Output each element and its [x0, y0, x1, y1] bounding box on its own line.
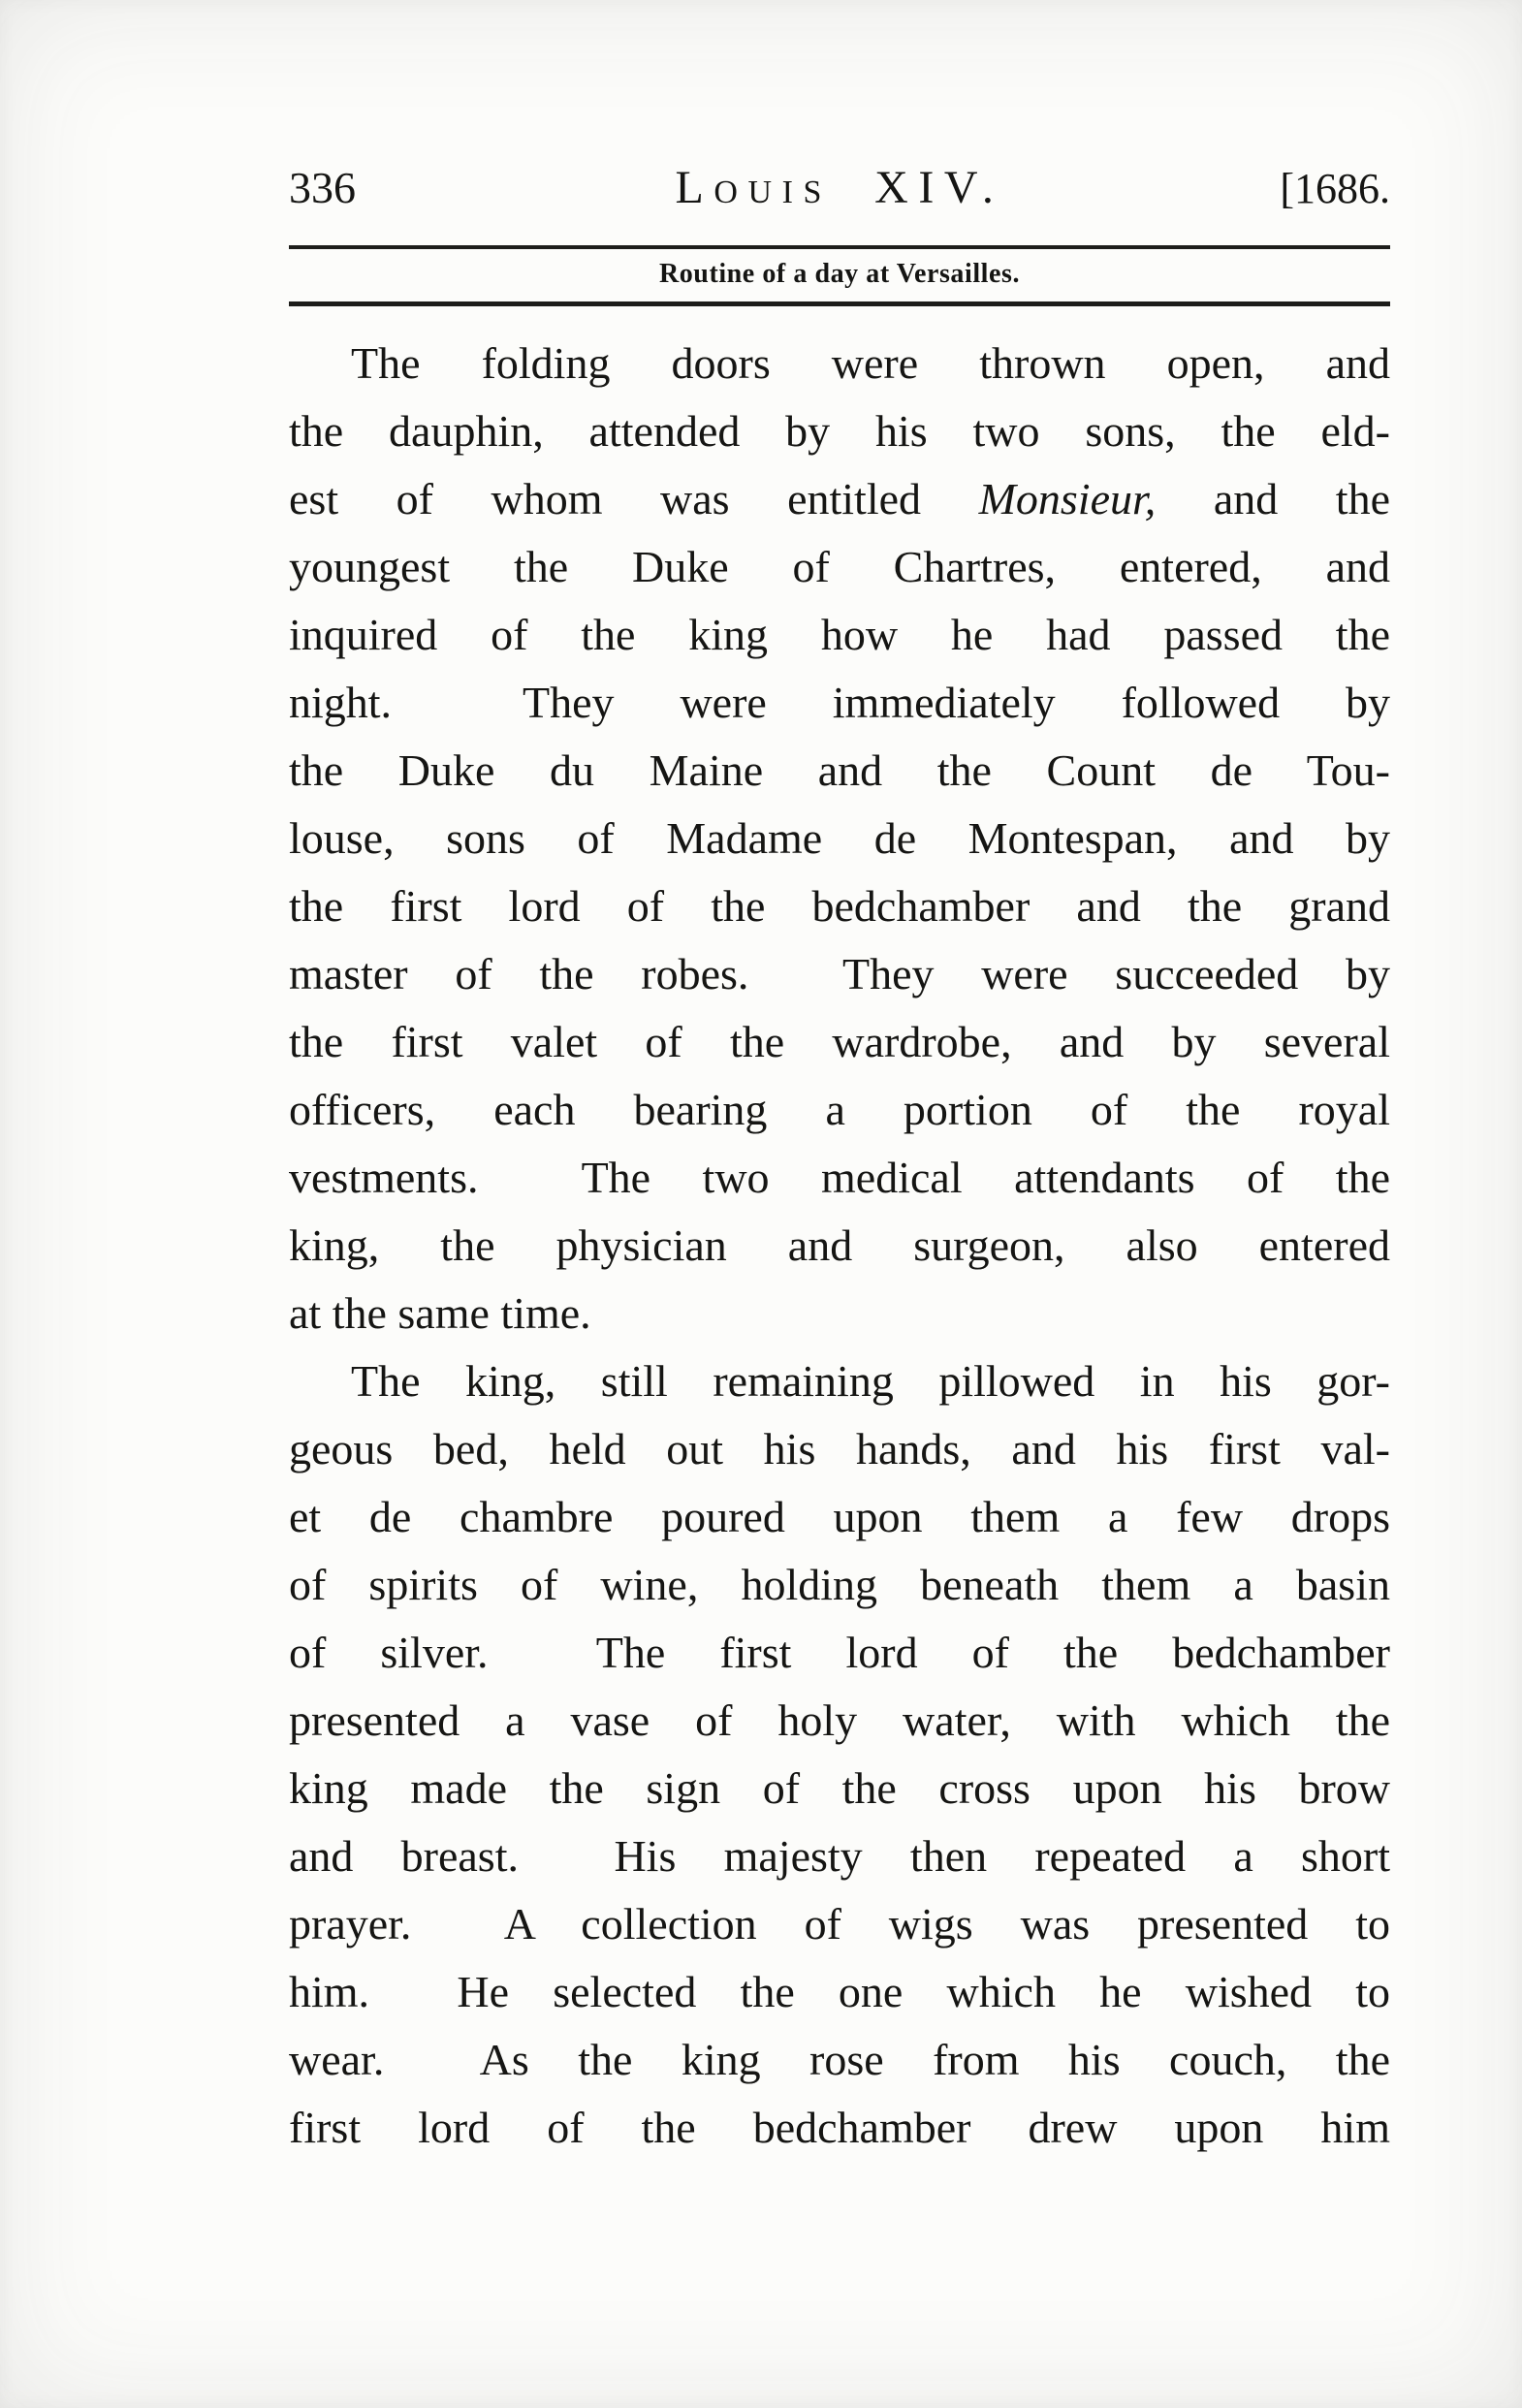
- page-number: 336: [289, 163, 356, 212]
- text-line: at the same time.: [289, 1288, 591, 1338]
- header-rule-top: [289, 245, 1390, 249]
- text-line: vestments. The two medical attendants of the: [289, 1153, 1390, 1202]
- text-line: king, the physician and surgeon, also entered: [289, 1220, 1390, 1270]
- text-line: of silver. The first lord of the bedchamber: [289, 1628, 1390, 1677]
- text-line: king made the sign of the cross upon his brow: [289, 1763, 1390, 1813]
- text-line: inquired of the king how he had passed the: [289, 610, 1390, 659]
- text-line: wear. As the king rose from his couch, the: [289, 2035, 1390, 2084]
- text-line: est of whom was entitled Monsieur, and the: [289, 474, 1390, 523]
- running-title: Louis XIV.: [675, 162, 1004, 213]
- section-caption: Routine of a day at Versailles.: [658, 259, 1021, 289]
- text-line: the dauphin, attended by his two sons, the eld-: [289, 406, 1390, 456]
- text-line: geous bed, held out his hands, and his first val-: [289, 1424, 1390, 1473]
- page-header: [289, 161, 1390, 214]
- text-block: [289, 161, 1390, 2162]
- text-line: master of the robes. They were succeeded by: [289, 949, 1390, 998]
- text-line: louse, sons of Madame de Montespan, and by: [289, 813, 1390, 863]
- text-line: first lord of the bedchamber drew upon him: [289, 2103, 1390, 2152]
- text-line: et de chambre poured upon them a few drops: [289, 1492, 1390, 1541]
- text-line: the Duke du Maine and the Count de Tou-: [289, 745, 1390, 795]
- text-line: officers, each bearing a portion of the royal: [289, 1085, 1390, 1134]
- body-text: [289, 330, 1390, 2162]
- year-marker: [1686.: [1280, 165, 1390, 212]
- text-line: The king, still remaining pillowed in his gor-: [351, 1356, 1390, 1406]
- text-line: prayer. A collection of wigs was presented to: [289, 1899, 1390, 1949]
- text-line: and breast. His majesty then repeated a short: [289, 1831, 1390, 1881]
- header-rule-bottom: [289, 301, 1390, 306]
- text-line: him. He selected the one which he wished to: [289, 1967, 1390, 2016]
- text-line: of spirits of wine, holding beneath them a basin: [289, 1560, 1390, 1609]
- text-line: The folding doors were thrown open, and: [351, 338, 1390, 388]
- text-line: the first valet of the wardrobe, and by several: [289, 1017, 1390, 1066]
- text-line: youngest the Duke of Chartres, entered, and: [289, 542, 1390, 591]
- text-line: presented a vase of holy water, with which the: [289, 1695, 1390, 1745]
- text-line: night. They were immediately followed by: [289, 678, 1390, 727]
- text-line: the first lord of the bedchamber and the grand: [289, 881, 1390, 931]
